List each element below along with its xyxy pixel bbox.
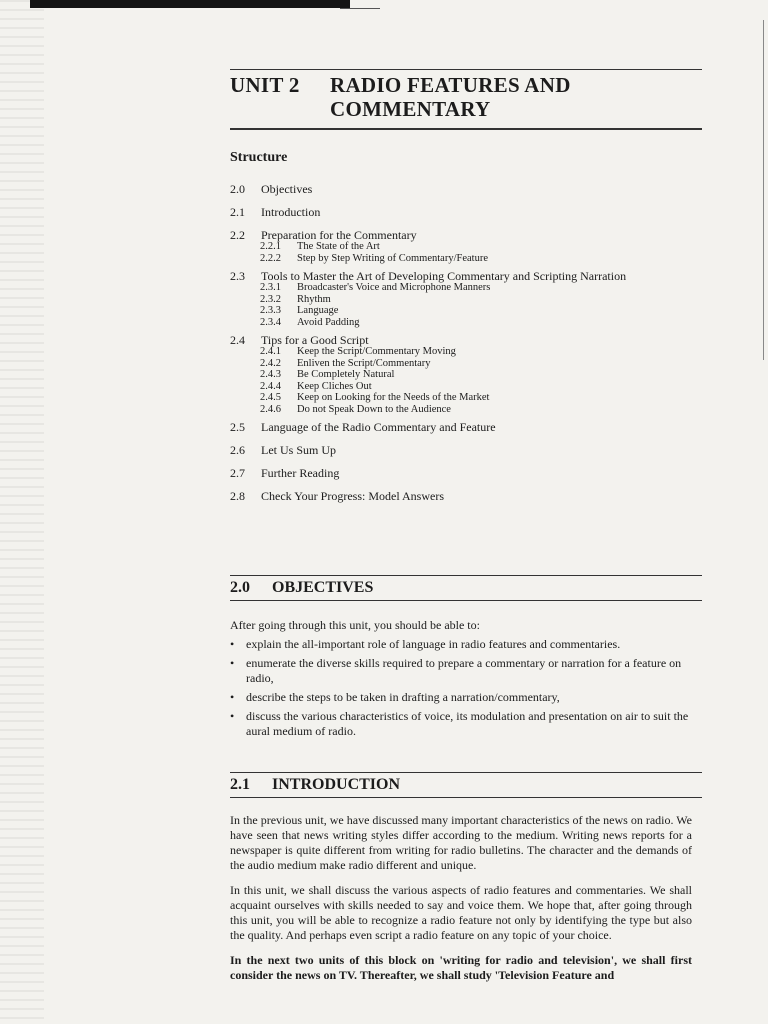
toc-subitems: [230, 346, 710, 415]
objectives-number: 2.0: [230, 579, 250, 596]
objectives-list: [230, 637, 692, 739]
introduction-paragraph-1: In the previous unit, we have discussed many important characteristics of the news on radio. We have seen that news writing styles differ according to the medium. Writing news reports for a newspaper is quite different from writing for radio bulletins. The character and the demands of the audio medium make radio different and unique.: [230, 813, 692, 872]
toc-item: [230, 333, 710, 356]
introduction-paragraph-3: In the next two units of this block on 'writing for radio and television', we shall first consider the news on TV. Thereafter, we shall study 'Television Feature and: [230, 953, 692, 982]
toc-item: [230, 228, 710, 251]
unit-title: [230, 73, 571, 121]
toc-item-label: Preparation for the Commentary: [261, 228, 417, 242]
structure-heading: Structure: [230, 150, 288, 165]
bullet-icon: •: [230, 709, 235, 723]
objective-bullet: [230, 690, 692, 705]
toc-item-number: 2.8: [230, 489, 245, 503]
toc-subitem: [260, 392, 710, 404]
toc-subitem-label: Broadcaster's Voice and Microphone Manners: [297, 282, 491, 293]
objective-text: enumerate the diverse skills required to prepare a commentary or narration for a feature on radio,: [246, 656, 682, 685]
toc-subitem-label: Rhythm: [297, 293, 331, 305]
toc-item: [230, 269, 710, 292]
toc-subitem-number: 2.4.1: [260, 346, 281, 357]
toc-item-label: Language of the Radio Commentary and Feature: [261, 420, 496, 434]
toc-subitem-number: 2.4.4: [260, 380, 281, 392]
objective-text: describe the steps to be taken in drafting a narration/commentary,: [246, 690, 560, 704]
objective-bullet: [230, 656, 692, 686]
toc-subitem-number: 2.4.5: [260, 392, 281, 403]
toc-item-number: 2.2: [230, 228, 245, 242]
toc-item: [230, 489, 710, 512]
unit-title-line1: RADIO FEATURES AND: [330, 73, 571, 97]
toc-subitem-number: 2.3.2: [260, 293, 281, 305]
toc-item-label: Introduction: [261, 205, 321, 219]
toc-item: [230, 420, 710, 443]
scan-top-line: [340, 8, 380, 9]
toc-subitem-number: 2.3.1: [260, 282, 281, 293]
objective-text: explain the all-important role of language in radio features and commentaries.: [246, 637, 621, 651]
toc-subitem-number: 2.4.6: [260, 403, 281, 415]
objective-bullet: [230, 709, 692, 739]
objective-text: discuss the various characteristics of voice, its modulation and presentation on air to suit the aural medium of radio.: [246, 709, 689, 738]
toc-item: [230, 466, 710, 489]
toc-item-label: Tools to Master the Art of Developing Commentary and Scripting Narration: [261, 269, 627, 283]
objective-bullet: [230, 637, 692, 652]
introduction-bottom-rule: [230, 797, 702, 798]
toc-subitem: [260, 404, 710, 416]
toc-subitem-label: Do not Speak Down to the Audience: [297, 403, 451, 415]
toc-subitem-label: Be Completely Natural: [297, 369, 395, 380]
table-of-contents: [230, 182, 710, 512]
toc-item-number: 2.5: [230, 420, 245, 434]
toc-subitem: [260, 253, 710, 265]
toc-subitem-number: 2.3.4: [260, 316, 281, 328]
toc-subitem-label: The State of the Art: [297, 241, 380, 252]
bullet-icon: •: [230, 637, 235, 651]
objectives-intro: After going through this unit, you should be able to:: [230, 618, 480, 632]
toc-item-number: 2.0: [230, 182, 245, 196]
toc-item-number: 2.6: [230, 443, 245, 457]
objectives-body: [230, 618, 692, 743]
objectives-heading: [230, 579, 373, 597]
toc-subitem: [260, 358, 710, 370]
toc-item: [230, 205, 710, 228]
toc-subitem-label: Language: [297, 305, 339, 316]
toc-subitem-label: Keep on Looking for the Needs of the Market: [297, 392, 490, 403]
toc-subitem-number: 2.2.2: [260, 252, 281, 264]
toc-item: [230, 443, 710, 466]
objectives-bottom-rule: [230, 600, 702, 601]
introduction-number: 2.1: [230, 776, 250, 793]
introduction-top-rule: [230, 772, 702, 773]
introduction-heading: [230, 776, 400, 794]
toc-item-label: Tips for a Good Script: [261, 333, 369, 347]
page-edge-shadow: [0, 0, 44, 1024]
toc-subitem-number: 2.4.2: [260, 357, 281, 369]
title-top-rule: [230, 69, 702, 70]
toc-item-label: Let Us Sum Up: [261, 443, 336, 457]
bullet-icon: •: [230, 656, 235, 670]
toc-item-number: 2.7: [230, 466, 245, 480]
introduction-body: [230, 813, 692, 993]
scan-top-bar: [30, 0, 350, 8]
toc-subitem-number: 2.4.3: [260, 369, 281, 380]
toc-subitem: [260, 305, 710, 317]
toc-subitem-label: Keep the Script/Commentary Moving: [297, 346, 456, 357]
bullet-icon: •: [230, 690, 235, 704]
objectives-top-rule: [230, 575, 702, 576]
toc-item-label: Objectives: [261, 182, 313, 196]
toc-subitem-number: 2.3.3: [260, 305, 281, 316]
toc-subitem-label: Avoid Padding: [297, 316, 360, 328]
toc-subitem: [260, 317, 710, 329]
scan-right-edge: [763, 20, 764, 360]
unit-title-line2: COMMENTARY: [330, 97, 491, 121]
toc-item-number: 2.4: [230, 333, 245, 347]
toc-item-label: Check Your Progress: Model Answers: [261, 489, 444, 503]
toc-subitem: [260, 381, 710, 393]
toc-subitem-label: Keep Cliches Out: [297, 380, 372, 392]
toc-item: [230, 182, 710, 205]
toc-item-label: Further Reading: [261, 466, 340, 480]
toc-item-number: 2.1: [230, 205, 245, 219]
toc-subitem-label: Step by Step Writing of Commentary/Feature: [297, 252, 488, 264]
title-bottom-rule: [230, 128, 702, 130]
introduction-title: INTRODUCTION: [272, 776, 401, 793]
toc-subitem: [260, 369, 710, 381]
unit-number: UNIT 2: [230, 73, 300, 97]
toc-subitem: [260, 294, 710, 306]
objectives-title: OBJECTIVES: [272, 579, 374, 596]
toc-subitem-label: Enliven the Script/Commentary: [297, 357, 431, 369]
introduction-paragraph-2: In this unit, we shall discuss the various aspects of radio features and commentaries. We shall acquaint ourselves with skills needed to say and voice them. We hope that, after going through this unit, you will be able to recognize a radio feature not only by identifying the type but also the quality. And perhaps even script a radio feature on any topic of your choice.: [230, 883, 692, 942]
toc-item-number: 2.3: [230, 269, 245, 283]
toc-subitem-number: 2.2.1: [260, 241, 281, 252]
